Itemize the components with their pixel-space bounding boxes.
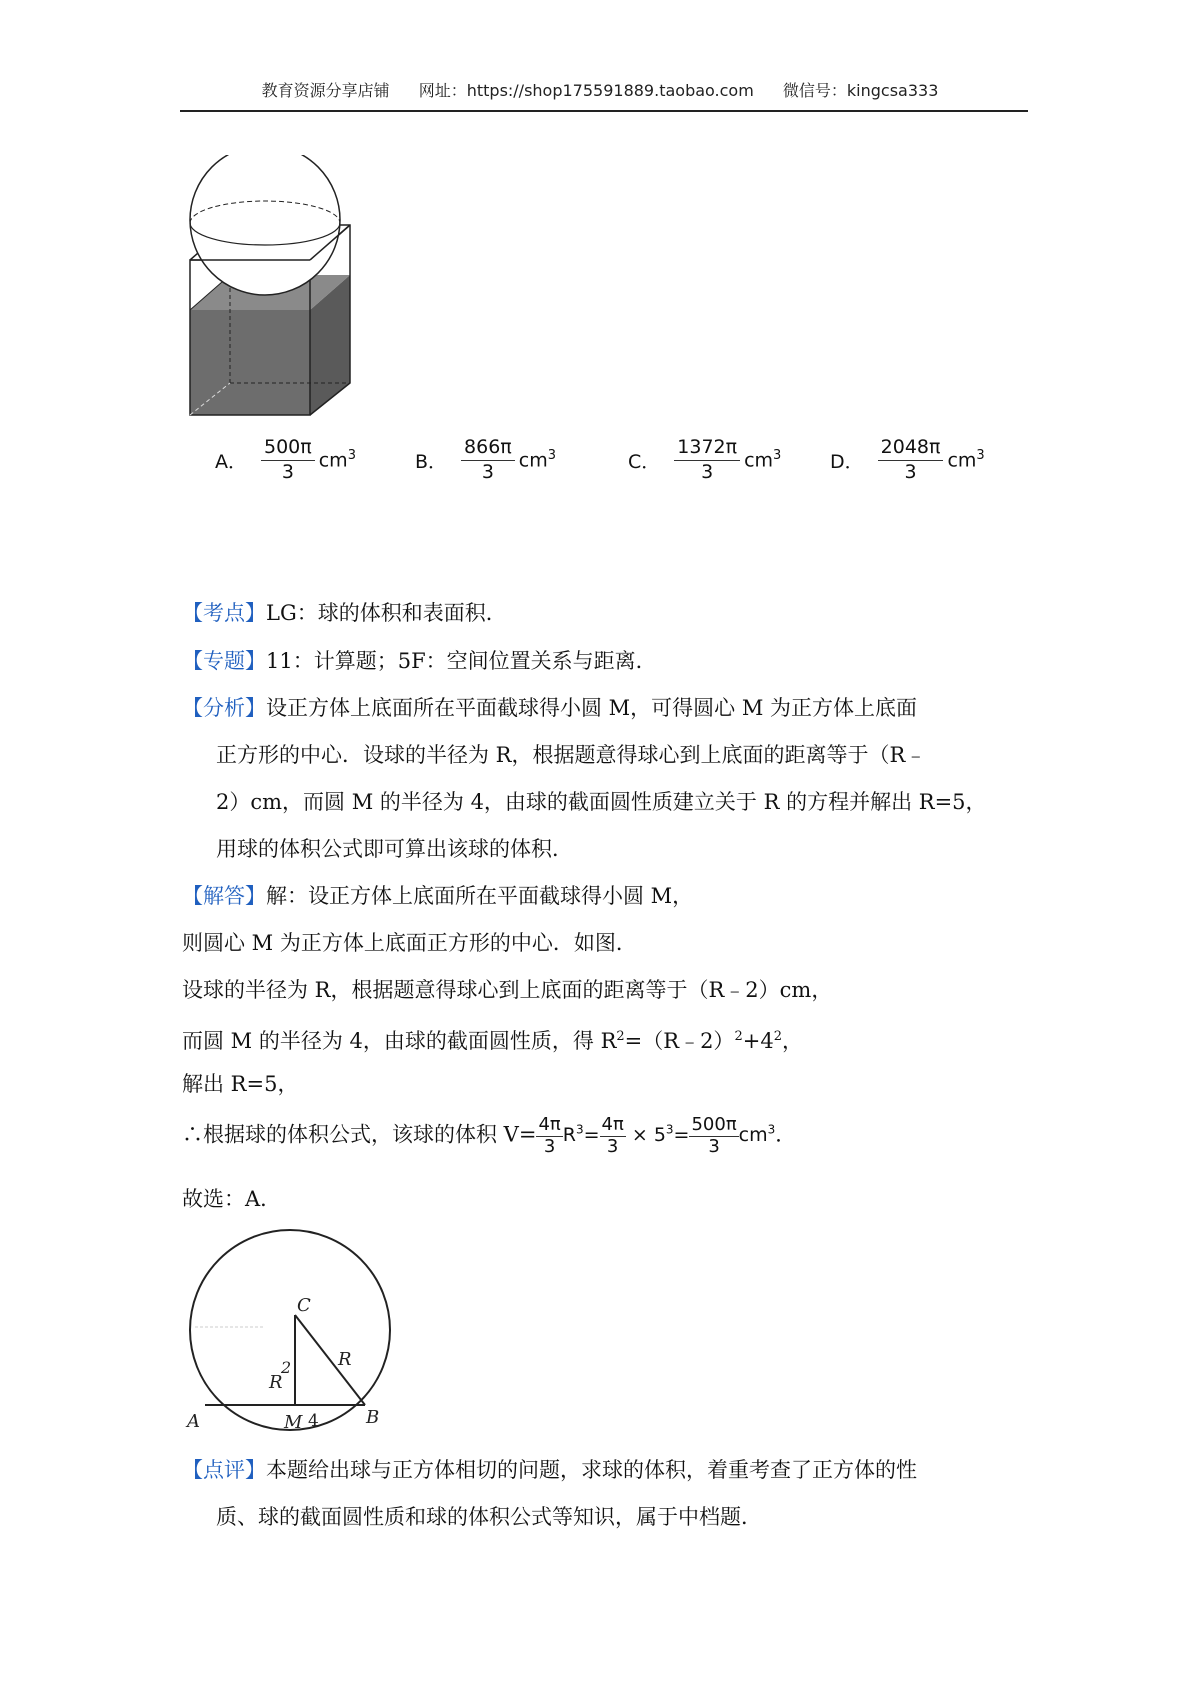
option-b <box>415 430 556 490</box>
dianping-line-1 <box>182 1454 917 1486</box>
option-c <box>628 430 781 490</box>
option-d-letter: D． <box>830 450 864 473</box>
kaodian-tag: 【考点】 <box>182 601 266 625</box>
kaodian-line <box>182 597 507 629</box>
option-a-numerator: 500π <box>261 438 315 461</box>
label-two: 2 <box>281 1358 292 1377</box>
fenxi-text-1: 设正方体上底面所在平面截球得小圆 M，可得圆心 M 为正方体上底面 <box>266 696 918 720</box>
label-m: M <box>284 1412 303 1433</box>
jieda-line-1 <box>182 880 693 912</box>
header-rule <box>180 110 1028 112</box>
option-a-denominator: 3 <box>281 460 294 483</box>
option-d-fraction <box>878 435 944 483</box>
option-d-unit: $cm^3$ <box>947 448 985 472</box>
jieda-line-7: 故选：A． <box>182 1187 282 1211</box>
kaodian-text: LG：球的体积和表面积． <box>266 601 507 625</box>
option-a <box>215 430 356 490</box>
jieda-line-2: 则圆心 M 为正方体上底面正方形的中心．如图． <box>182 931 637 955</box>
zhuanti-tag: 【专题】 <box>182 649 266 673</box>
header-url: 网址：https://shop175591889.taobao.com <box>418 81 754 100</box>
fenxi-line-4: 用球的体积公式即可算出该球的体积． <box>216 837 573 861</box>
jieda-line-4: 而圆 M 的半径为 4，由球的截面圆性质，得 $R^2=(R﹣2)^2+4^2$， <box>182 1029 803 1053</box>
fenxi-line-3: 2）cm，而圆 M 的半径为 4，由球的截面圆性质建立关于 R 的方程并解出 R=5， <box>216 790 987 814</box>
option-c-unit: $cm^3$ <box>744 448 782 472</box>
option-a-letter: A． <box>215 450 247 473</box>
fenxi-line-2: 正方形的中心．设球的半径为 R，根据题意得球心到上底面的距离等于（R﹣ <box>216 743 927 767</box>
jieda-line-3: 设球的半径为 R，根据题意得球心到上底面的距离等于（R﹣2）cm， <box>182 978 833 1002</box>
option-c-letter: C． <box>628 450 661 473</box>
jieda-line-5: 解出 R=5， <box>182 1072 299 1096</box>
jieda-text-1: 解：设正方体上底面所在平面截球得小圆 M， <box>266 884 694 908</box>
zhuanti-text: 11：计算题；5F：空间位置关系与距离． <box>266 649 657 673</box>
fenxi-line-1 <box>182 692 917 724</box>
jieda-tag: 【解答】 <box>182 884 266 908</box>
option-d-numerator: 2048π <box>878 438 944 461</box>
dianping-tag: 【点评】 <box>182 1458 266 1482</box>
volume-fraction-2: $\frac{4\pi}{3}$ <box>601 1114 624 1157</box>
label-a: A <box>187 1411 200 1432</box>
option-c-denominator: 3 <box>701 460 714 483</box>
option-c-fraction <box>674 435 740 483</box>
header-wechat: 微信号：kingcsa333 <box>782 81 939 100</box>
option-d-denominator: 3 <box>904 460 917 483</box>
option-b-unit: $cm^3$ <box>518 448 557 472</box>
dianping-line-2: 质、球的截面圆性质和球的体积公式等知识，属于中档题． <box>216 1505 762 1529</box>
cross-section-figure <box>185 1225 405 1450</box>
option-b-numerator: 866π <box>461 438 515 461</box>
option-a-fraction <box>261 435 315 483</box>
answer-options <box>0 430 1200 490</box>
label-c: C <box>297 1295 311 1316</box>
label-r-hyp: R <box>338 1349 352 1370</box>
volume-fraction-1: $\frac{4\pi}{3}$ <box>538 1114 561 1157</box>
page-header <box>0 78 1200 101</box>
option-d <box>830 430 985 490</box>
option-a-unit: $cm^3$ <box>318 448 356 472</box>
header-shop: 教育资源分享店铺 <box>261 81 390 100</box>
label-r-vertical: R <box>269 1372 283 1393</box>
option-b-fraction <box>461 435 515 483</box>
zhuanti-line <box>182 645 657 677</box>
label-four: 4 <box>308 1411 319 1431</box>
volume-fraction-3: $\frac{500\pi}{3}$ <box>691 1114 737 1157</box>
option-b-letter: B． <box>415 450 448 473</box>
option-c-numerator: 1372π <box>674 438 740 461</box>
fenxi-tag: 【分析】 <box>182 696 266 720</box>
jieda-line-6: ∴根据球的体积公式，该球的体积 V= $\frac{4\pi}{3}$ $R^3=$ $\frac{4\pi}{3}$ × $5^3=$ $\frac{500\pi}{3}$ $cm^3$． <box>182 1114 797 1157</box>
sphere-cube-figure <box>185 155 375 427</box>
dianping-text-1: 本题给出球与正方体相切的问题，求球的体积，着重考查了正方体的性 <box>266 1458 917 1482</box>
option-b-denominator: 3 <box>481 460 494 483</box>
label-b: B <box>366 1407 380 1428</box>
